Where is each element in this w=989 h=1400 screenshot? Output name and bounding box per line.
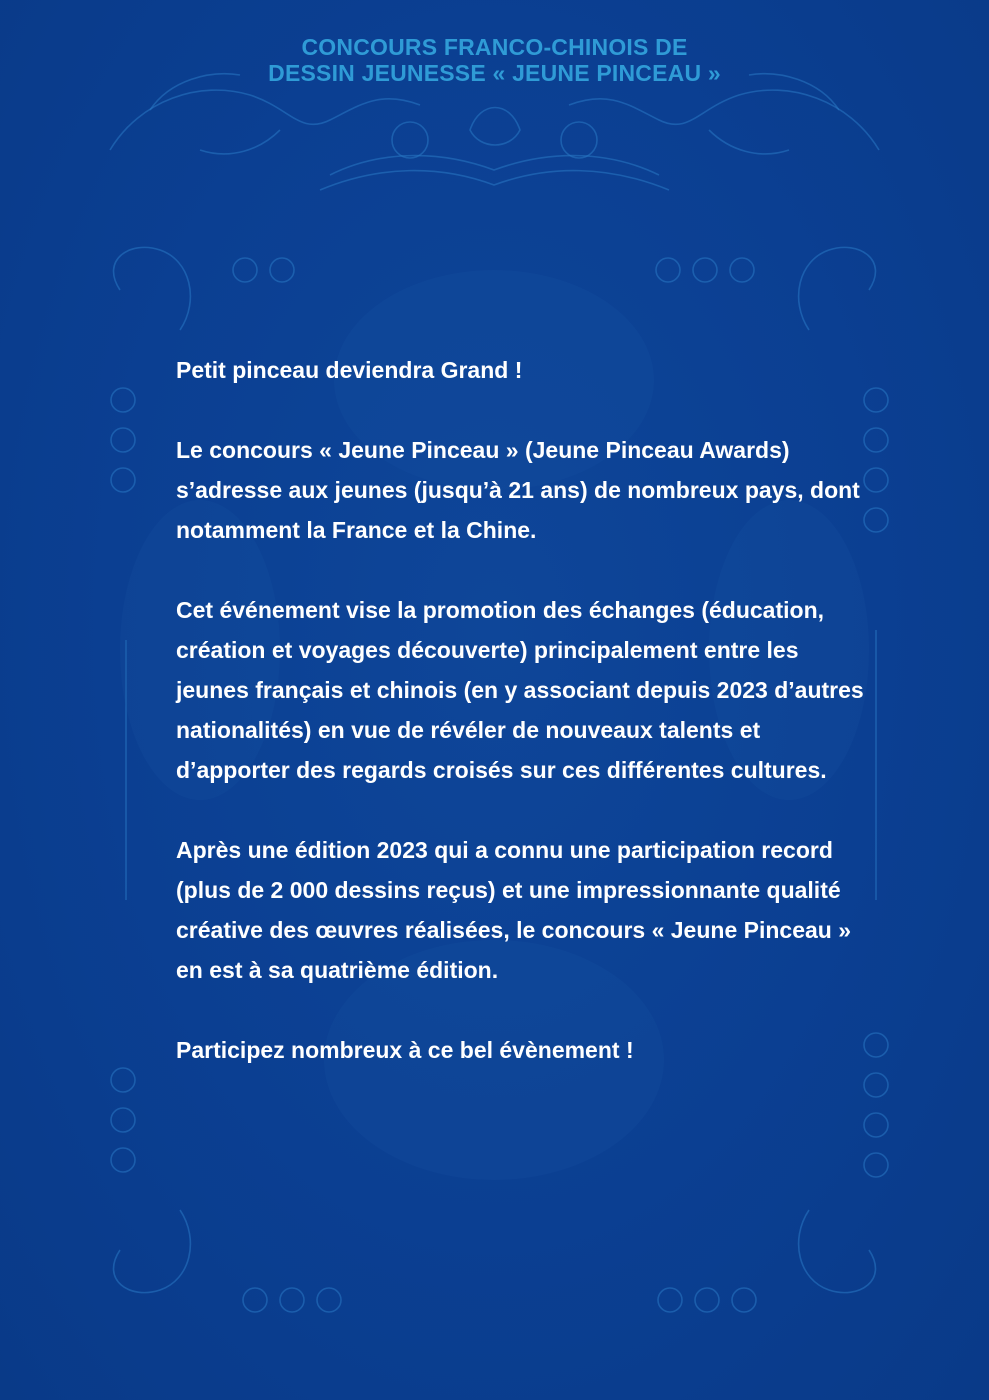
title-line-1: CONCOURS FRANCO-CHINOIS DE: [301, 34, 688, 60]
body-text: [176, 350, 866, 1070]
page-title: [0, 34, 989, 86]
paragraph-tagline: Petit pinceau deviendra Grand !: [176, 357, 523, 383]
paragraph-call-to-action: Participez nombreux à ce bel évènement !: [176, 1037, 634, 1063]
paragraph-history: Après une édition 2023 qui a connu une participation record (plus de 2 000 dessins reçus) et une impressionnante qualité créative des œuvres réalisées, le concours « Jeune Pinceau » en est à sa quatrième édition.: [176, 837, 852, 983]
paragraph-intro: Le concours « Jeune Pinceau » (Jeune Pinceau Awards) s’adresse aux jeunes (jusqu’à 21 ans) de nombreux pays, dont notamment la France et la Chine.: [176, 437, 860, 543]
title-line-2: DESSIN JEUNESSE « JEUNE PINCEAU »: [268, 60, 721, 86]
paragraph-purpose: Cet événement vise la promotion des échanges (éducation, création et voyages découverte) principalement entre les jeunes français et chinois (en y associant depuis 2023 d’autres nationalités) en vue de révéler de nouveaux talents et d’apporter des regards croisés sur ces différentes cultures.: [176, 597, 864, 783]
